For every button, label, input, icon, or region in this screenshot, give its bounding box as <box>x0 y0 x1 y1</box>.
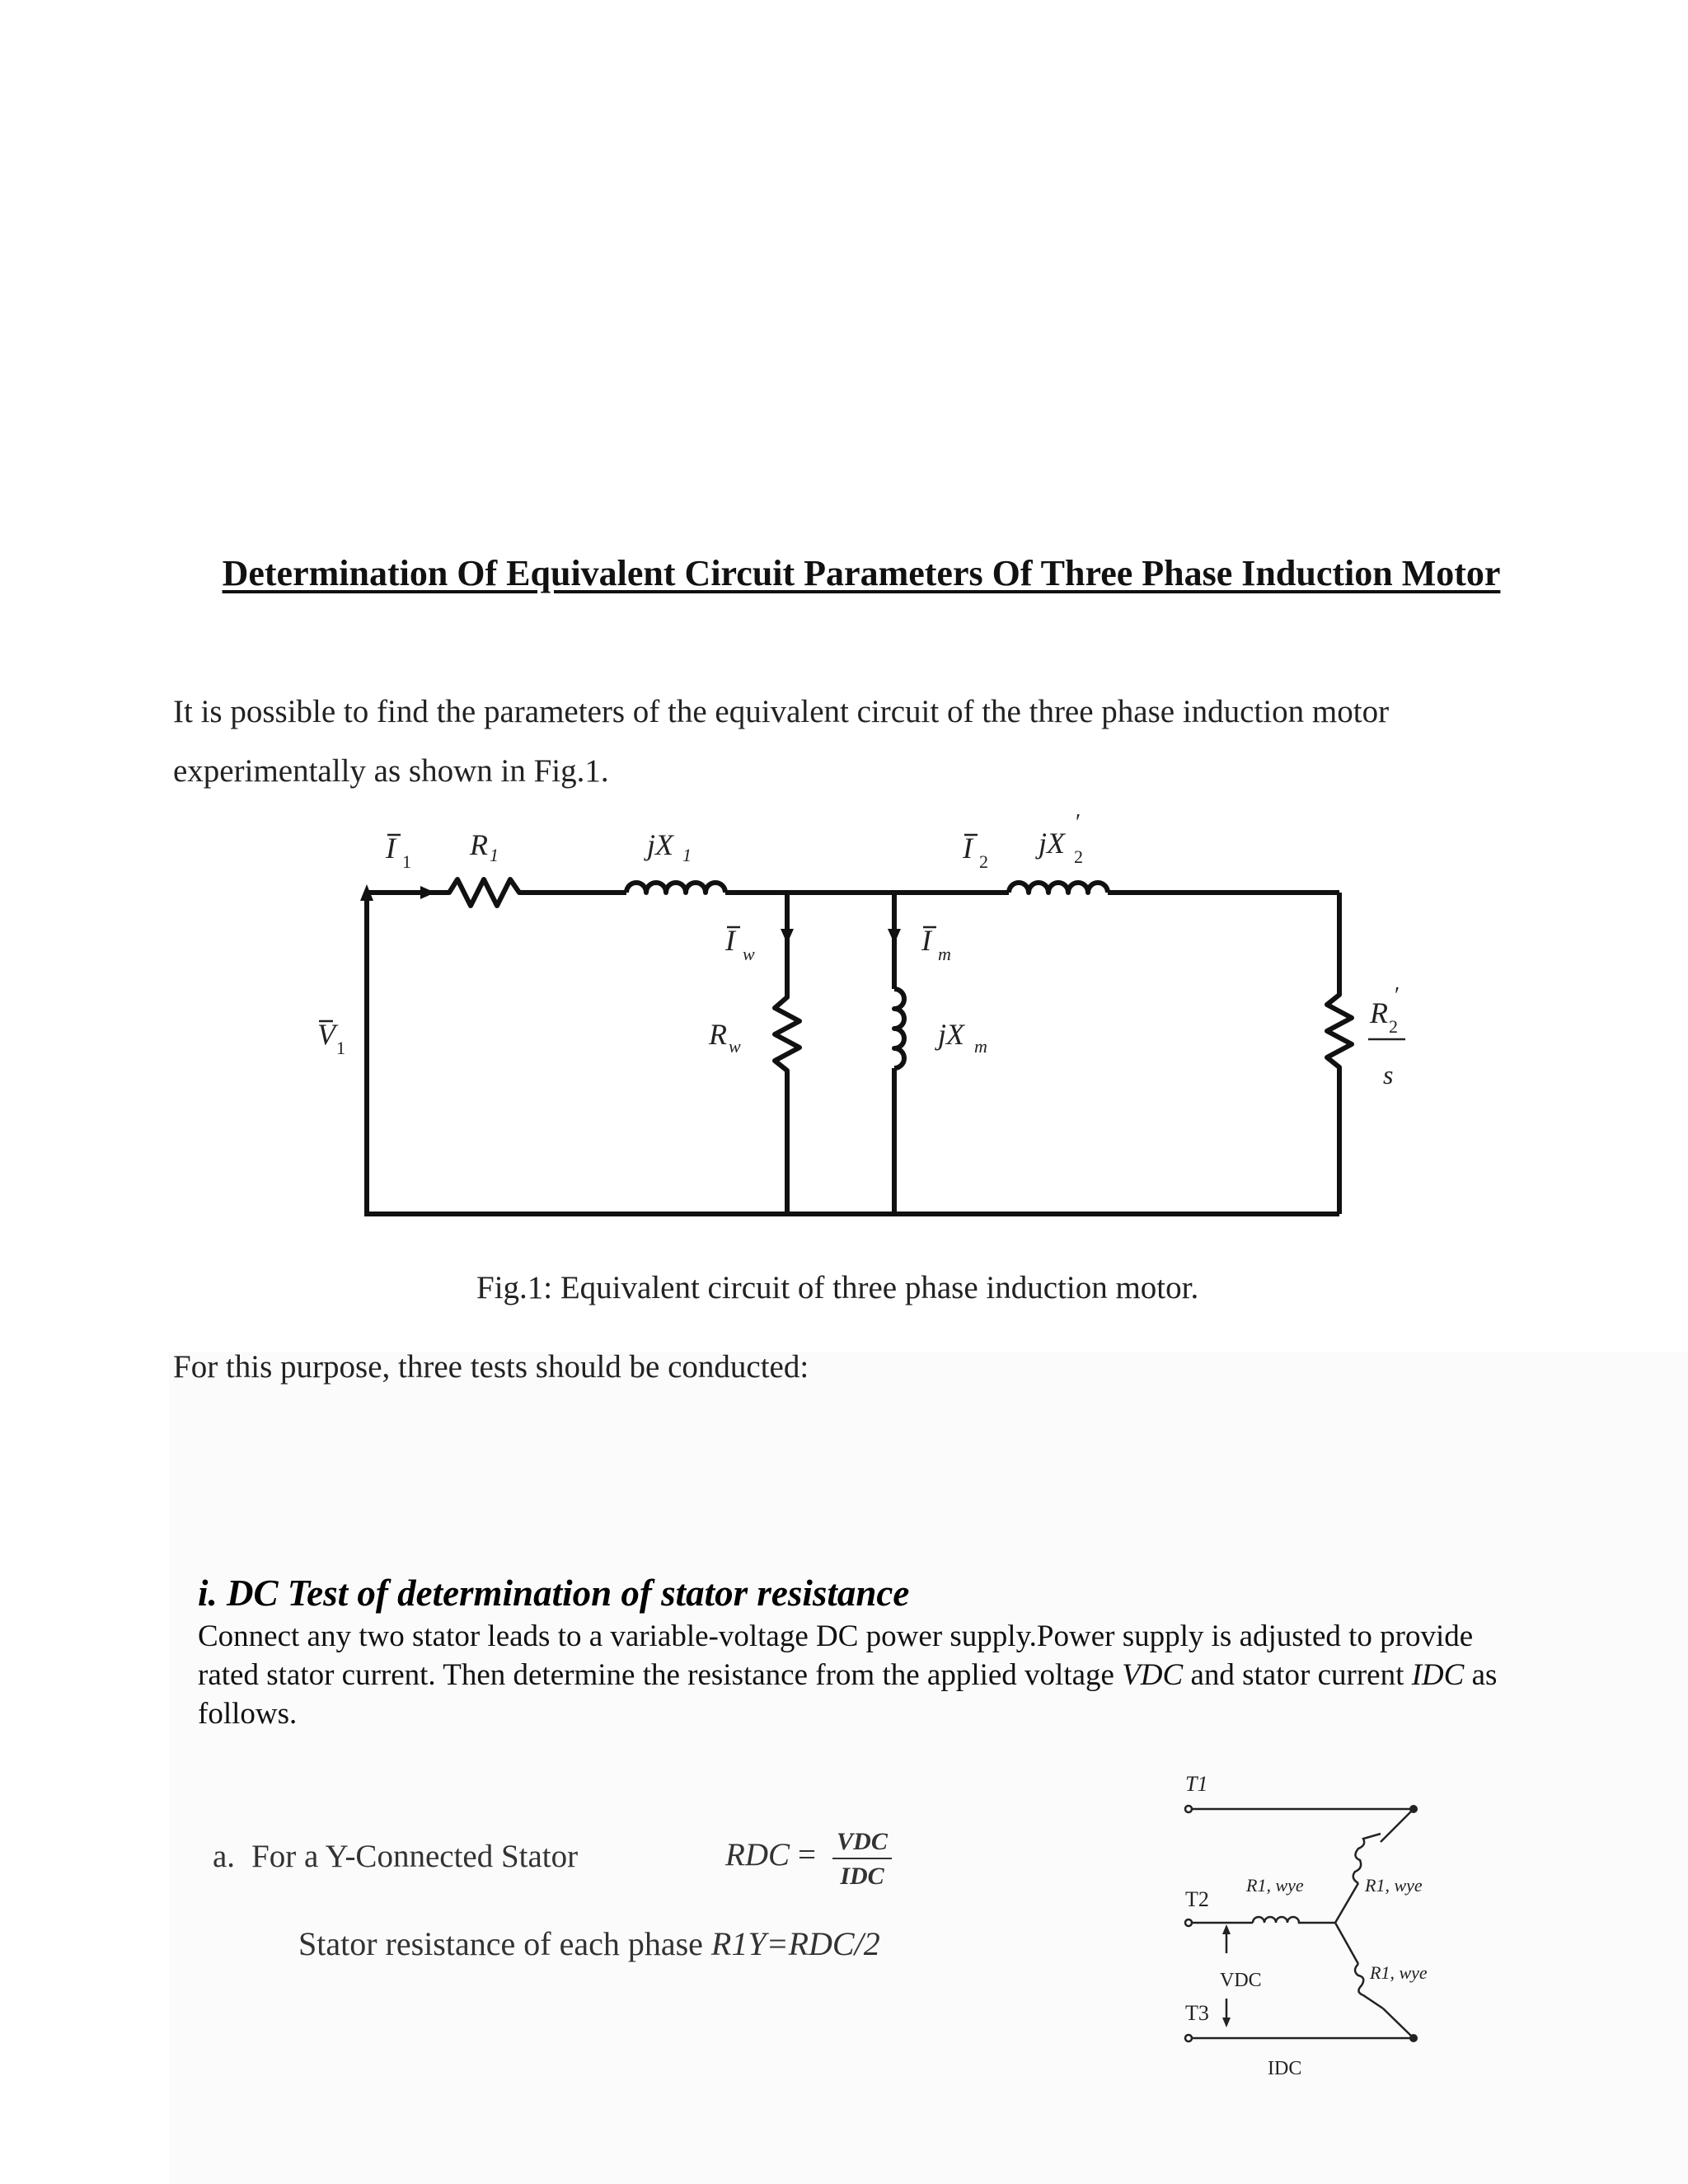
body-text-1: Connect any two stator leads to a variable-voltage DC power supply.Power supply is adjusted to provide rated stator current. Then determine the resistance from the applied voltage <box>198 1619 1474 1692</box>
rdc-lhs <box>725 1836 824 1873</box>
purpose-text: For this purpose, three tests should be conducted: <box>173 1349 809 1385</box>
vdc-label: VDC <box>1220 1970 1262 1991</box>
svg-text:′: ′ <box>1076 812 1081 836</box>
idc-label: IDC <box>1268 2058 1302 2079</box>
label-Iw: I <box>725 924 735 957</box>
svg-text:′: ′ <box>1395 983 1400 1009</box>
label-jXm: jX <box>938 1018 964 1051</box>
page-shade <box>169 1352 1688 2184</box>
resistor-label-1: R1, wye <box>1246 1875 1304 1896</box>
label-Im-sub: m <box>938 944 951 964</box>
label-Iw-sub: w <box>743 944 755 964</box>
wye-connection-diagram <box>1170 1751 1451 2081</box>
label-R2: R <box>1370 996 1388 1029</box>
intro-paragraph: It is possible to find the parameters of the equivalent circuit of the three phase induction motor experimentally as shown in Fig.1. <box>173 694 1390 789</box>
terminal-T3: T3 <box>1185 2001 1209 2025</box>
resistor-label-2: R1, wye <box>1365 1875 1423 1896</box>
section-title-dc-test: i. DC Test of determination of stator resistance <box>198 1572 910 1614</box>
label-R2-sub: 2 <box>1389 1016 1398 1037</box>
label-jXm-sub: m <box>974 1036 987 1057</box>
label-R1: R <box>470 828 488 861</box>
label-R1-sub: 1 <box>490 845 499 865</box>
stator-resistance-formula <box>298 1924 880 1963</box>
stator-resistance-expr: R1Y=RDC/2 <box>710 1925 880 1962</box>
label-s: s <box>1383 1060 1394 1090</box>
rdc-symbol: RDC <box>725 1837 790 1872</box>
list-marker-a: a. <box>213 1839 236 1874</box>
label-I2: I <box>963 832 973 865</box>
body-text-2: and stator current <box>1183 1658 1412 1692</box>
stator-resistance-text: Stator resistance of each phase <box>298 1925 711 1962</box>
vdc-symbol: VDC <box>1122 1658 1184 1692</box>
label-jX2-sub: 2 <box>1074 846 1083 867</box>
equivalent-circuit-diagram <box>297 812 1451 1240</box>
formula-a-label <box>213 1838 578 1875</box>
label-jX1-sub: 1 <box>682 845 692 865</box>
label-jX1: jX <box>647 828 673 861</box>
vdc-over-idc-fraction <box>832 1828 892 1891</box>
label-I2-sub: 2 <box>979 851 988 872</box>
section-body-dc-test <box>198 1617 1500 1733</box>
label-Im: I <box>921 924 931 957</box>
terminal-T2: T2 <box>1185 1887 1209 1911</box>
figure-caption: Fig.1: Equivalent circuit of three phase induction motor. <box>476 1270 1199 1305</box>
body-text-3: as follows. <box>198 1658 1498 1731</box>
label-I1-sub: 1 <box>402 851 411 872</box>
label-Rw-sub: w <box>729 1036 741 1057</box>
resistor-label-3: R1, wye <box>1370 1962 1428 1983</box>
label-I1: I <box>386 832 396 865</box>
equals-sign: = <box>798 1837 816 1872</box>
fraction-denominator: IDC <box>840 1863 884 1890</box>
y-connected-stator-text: For a Y-Connected Stator <box>251 1839 579 1874</box>
page-title: Determination Of Equivalent Circuit Parameters Of Three Phase Induction Motor <box>222 553 1501 593</box>
label-V1-sub: 1 <box>336 1038 345 1058</box>
label-jX2: jX <box>1039 827 1065 860</box>
label-Rw: R <box>709 1018 727 1051</box>
fraction-numerator: VDC <box>832 1828 892 1859</box>
label-V1: V <box>317 1018 335 1051</box>
terminal-T1: T1 <box>1185 1772 1208 1796</box>
idc-symbol: IDC <box>1411 1658 1465 1692</box>
